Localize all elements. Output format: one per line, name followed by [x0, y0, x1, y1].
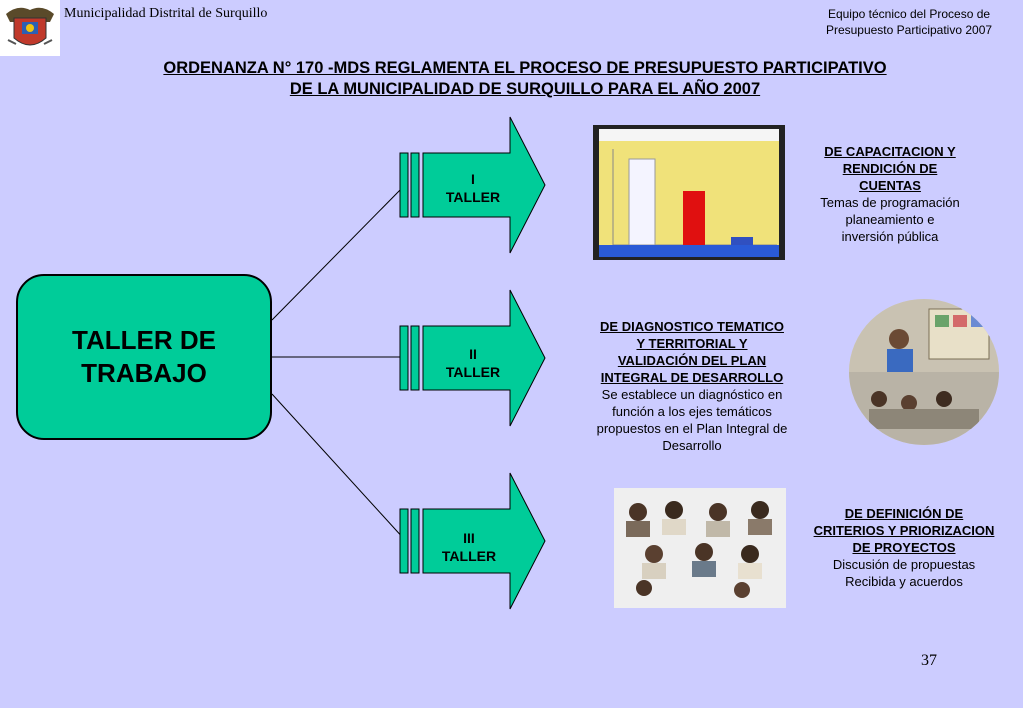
workshop-3-description	[786, 505, 1022, 590]
workshop-1-heading	[792, 143, 988, 194]
workshop-3-number: III	[463, 530, 475, 546]
workshop-2-heading	[567, 318, 817, 386]
workshop-2-title: TALLER	[445, 364, 501, 380]
workshop-2-description	[567, 318, 817, 454]
workshop-1-description	[792, 143, 988, 245]
workshop-3-photo	[614, 488, 786, 608]
workshop-1-body-line: planeamiento e	[845, 212, 935, 227]
workshop-3-body-line: Discusión de propuestas	[832, 557, 976, 572]
workshop-1-body-line: Temas de programación	[820, 195, 960, 210]
workshop-1-number: I	[471, 171, 475, 187]
workshop-2-body-line: Desarrollo	[662, 438, 722, 453]
workshop-1-heading-line: DE CAPACITACION Y	[824, 144, 956, 159]
workshop-1-heading-line: CUENTAS	[859, 178, 921, 193]
budget-chart-image	[593, 125, 785, 260]
workshop-1-body-line: inversión pública	[841, 229, 939, 244]
workshop-3-label	[426, 529, 512, 565]
team-caption-line1: Equipo técnico del Proceso de	[827, 7, 991, 21]
workshop-2-body-line: función a los ejes temáticos	[612, 404, 772, 419]
workshop-2-heading-line: Y TERRITORIAL Y	[636, 336, 748, 351]
workshop-1-label	[430, 170, 516, 206]
page-title-line2: DE LA MUNICIPALIDAD DE SURQUILLO PARA EL AÑO 2007	[289, 80, 761, 98]
workshop-1-heading-line: RENDICIÓN DE	[842, 161, 938, 176]
workshop-3-title: TALLER	[441, 548, 497, 564]
workshop-3-heading-line: CRITERIOS Y PRIORIZACION	[813, 523, 995, 538]
organization-name: Municipalidad Distrital de Surquillo	[64, 6, 268, 21]
workshop-3-body	[786, 556, 1022, 590]
page-title-line1: ORDENANZA N° 170 -MDS REGLAMENTA EL PROCESO DE PRESUPUESTO PARTICIPATIVO	[163, 59, 887, 77]
workshop-2-heading-line: DE DIAGNOSTICO TEMATICO	[600, 319, 784, 334]
page-number: 37	[921, 652, 937, 669]
workshop-1-body	[792, 194, 988, 245]
workshop-3-heading	[786, 505, 1022, 556]
workshop-2-number: II	[469, 346, 477, 362]
main-box-line2: TRABAJO	[81, 358, 207, 388]
workshop-3-heading-line: DE PROYECTOS	[852, 540, 956, 555]
workshop-1-title: TALLER	[445, 189, 501, 205]
workshop-2-body	[567, 386, 817, 454]
workshop-2-heading-line: INTEGRAL DE DESARROLLO	[600, 370, 784, 385]
workshop-3-body-line: Recibida y acuerdos	[845, 574, 963, 589]
team-caption-line2: Presupuesto Participativo 2007	[825, 23, 993, 37]
workshop-3-heading-line: DE DEFINICIÓN DE	[844, 506, 964, 521]
workshop-2-heading-line: VALIDACIÓN DEL PLAN	[617, 353, 767, 368]
workshop-2-photo	[849, 299, 999, 445]
main-box-line1: TALLER DE	[72, 325, 216, 355]
workshop-2-body-line: Se establece un diagnóstico en	[601, 387, 783, 402]
workshop-2-body-line: propuestos en el Plan Integral de	[596, 421, 788, 436]
main-workshop-box	[16, 274, 272, 440]
workshop-2-label	[430, 345, 516, 381]
